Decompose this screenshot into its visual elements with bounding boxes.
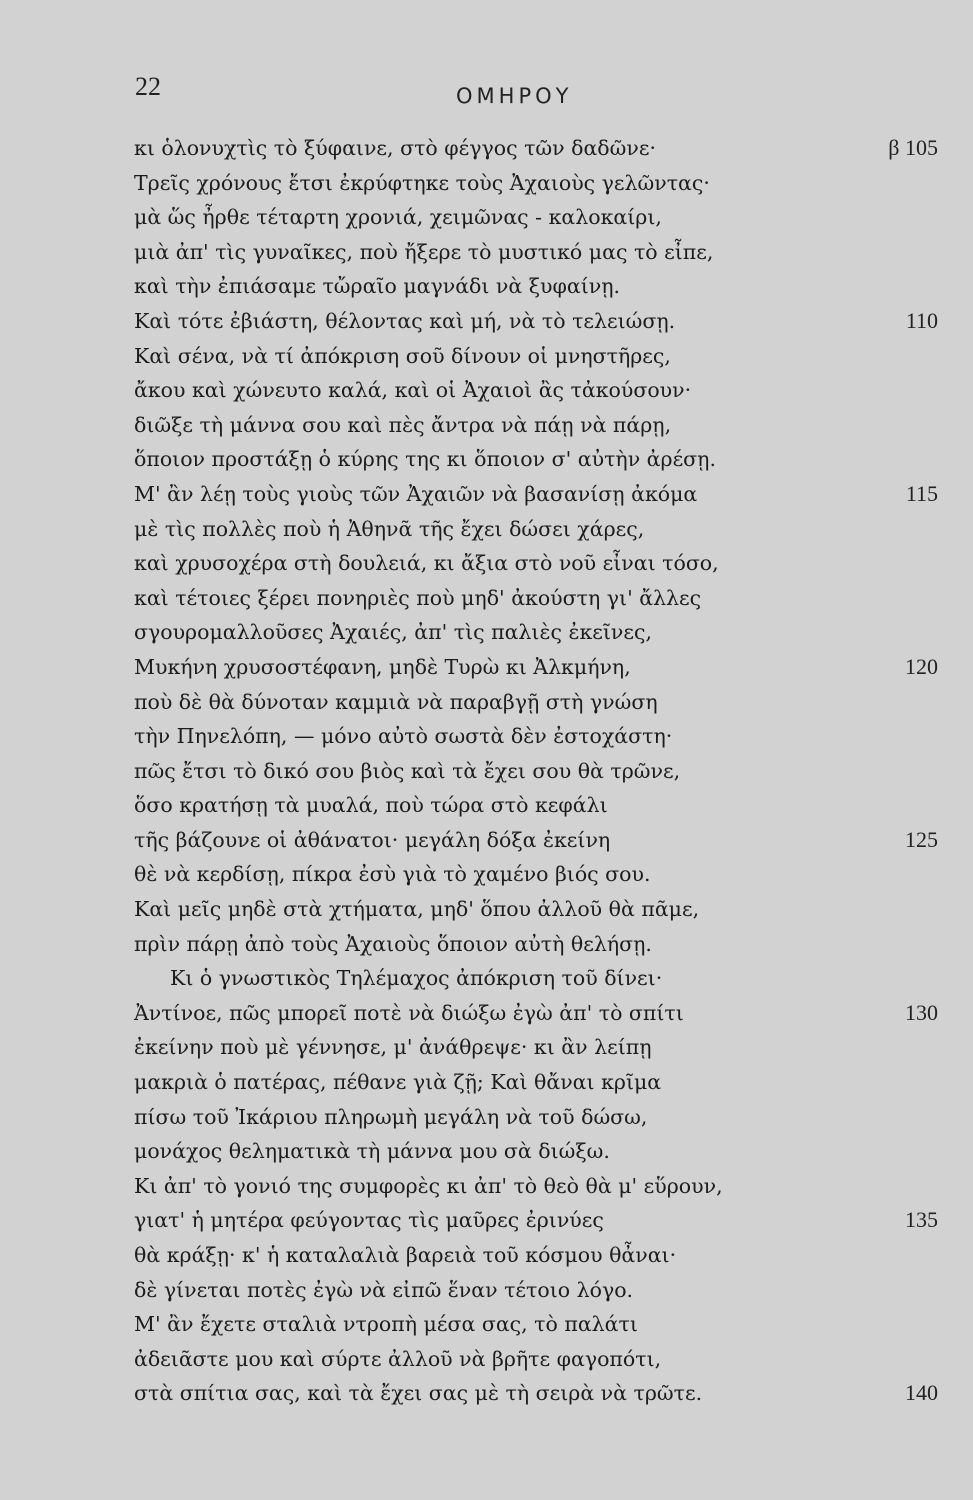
- verse-text: Ἀντίνοε, πῶς μπορεῖ ποτὲ νὰ διώξω ἐγὼ ἀπ' τὸ σπίτι: [134, 1000, 684, 1025]
- verse-line: [120, 857, 950, 892]
- verse-text: Μυκήνη χρυσοστέφανη, μηδὲ Τυρὼ κι Ἀλκμήνη,: [134, 654, 631, 679]
- verse-line: [120, 719, 950, 754]
- verse-text: ἄκου καὶ χώνευτο καλά, καὶ οἱ Ἀχαιοὶ ἂς τἀκούσουν·: [134, 378, 692, 403]
- verse-text: μακριὰ ὁ πατέρας, πέθανε γιὰ ζῇ; Καὶ θἄναι κρῖμα: [134, 1070, 662, 1095]
- verse-line: [120, 1134, 950, 1169]
- verse-line: [120, 1376, 950, 1411]
- verse-line: [120, 1065, 950, 1100]
- verse-text: θὰ κράξῃ· κ' ἡ καταλαλιὰ βαρειὰ τοῦ κόσμου θἆναι·: [134, 1243, 677, 1267]
- verse-text: Καὶ μεῖς μηδὲ στὰ χτήματα, μηδ' ὅπου ἀλλοῦ θὰ πᾶμε,: [134, 897, 700, 922]
- verse-text: Κι ὁ γνωστικὸς Τηλέμαχος ἀπόκριση τοῦ δίνει·: [170, 966, 663, 991]
- page-number: 22: [135, 72, 161, 101]
- line-number: 140: [905, 1380, 938, 1406]
- verse-text: καὶ χρυσοχέρα στὴ δουλειά, κι ἄξια στὸ νοῦ εἶναι τόσο,: [134, 551, 719, 576]
- verse-text: δὲ γίνεται ποτὲς ἐγὼ νὰ εἰπῶ ἕναν τέτοιο λόγο.: [134, 1277, 634, 1302]
- verse-line: [120, 477, 950, 512]
- verse-text: πῶς ἔτσι τὸ δικό σου βιὸς καὶ τὰ ἔχει σου θὰ τρῶνε,: [134, 758, 681, 783]
- verse-line: [120, 1273, 950, 1308]
- verse-text: μὲ τὶς πολλὲς ποὺ ἡ Ἀθηνᾶ τῆς ἔχει δώσει χάρες,: [134, 516, 645, 541]
- verse-line: [120, 512, 950, 547]
- verse-text: κι ὁλονυχτὶς τὸ ξύφαινε, στὸ φέγγος τῶν δαδῶνε·: [134, 136, 656, 160]
- verse-text: τῆς βάζουνε οἱ ἀθάνατοι· μεγάλη δόξα ἐκείνη: [134, 827, 611, 852]
- verse-text: ποὺ δὲ θὰ δύνοταν καμμιὰ νὰ παραβγῇ στὴ γνώση: [134, 689, 658, 714]
- verse-line: [120, 442, 950, 477]
- verse-text: μονάχος θεληματικὰ τὴ μάννα μου σὰ διώξω.: [134, 1139, 610, 1164]
- verse-line: [120, 1100, 950, 1135]
- verse-text: Μ' ἂν ἔχετε σταλιὰ ντροπὴ μέσα σας, τὸ παλάτι: [134, 1312, 638, 1337]
- line-number: β 105: [888, 135, 938, 160]
- verse-line: [120, 546, 950, 581]
- verse-line: [120, 1307, 950, 1342]
- verse-text: Τρεῖς χρόνους ἔτσι ἐκρύφτηκε τοὺς Ἀχαιοὺς γελῶντας·: [134, 170, 710, 195]
- verse-line: [120, 581, 950, 616]
- verse-text: ὅσο κρατήσῃ τὰ μυαλά, ποὺ τώρα στὸ κεφάλι: [134, 793, 608, 818]
- verse-line: [120, 996, 950, 1031]
- verse-line: [120, 1342, 950, 1377]
- verse-text: πίσω τοῦ Ἰκάριου πληρωμὴ μεγάλη νὰ τοῦ δώσω,: [134, 1104, 648, 1129]
- running-head: ΟΜΗΡΟΥ: [456, 84, 573, 108]
- verse-line: [120, 754, 950, 789]
- verse-line: [120, 269, 950, 304]
- verse-line: [120, 131, 950, 166]
- verse-line: [120, 685, 950, 720]
- verse-text: Καὶ σένα, νὰ τί ἀπόκριση σοῦ δίνουν οἱ μνηστῆρες,: [134, 343, 671, 368]
- verse-text: Κι ἀπ' τὸ γονιό της συμφορὲς κι ἀπ' τὸ θεὸ θὰ μ' εὕρουν,: [134, 1173, 723, 1198]
- verse-text: Μ' ἂν λέῃ τοὺς γιοὺς τῶν Ἀχαιῶν νὰ βασανίσῃ ἀκόμα: [134, 481, 698, 506]
- verse-line: [120, 373, 950, 408]
- verse-text: καὶ τὴν ἐπιάσαμε τὤραῖο μαγνάδι νὰ ξυφαίνῃ.: [134, 274, 621, 299]
- line-number: 115: [905, 480, 938, 506]
- line-number: 135: [905, 1207, 938, 1233]
- verse-line: [120, 408, 950, 443]
- verse-line: [120, 166, 950, 201]
- verse-text: θὲ νὰ κερδίσῃ, πίκρα ἐσὺ γιὰ τὸ χαμένο βιός σου.: [134, 862, 651, 887]
- verse-line: [120, 823, 950, 858]
- verse-text: τὴν Πηνελόπη, — μόνο αὐτὸ σωστὰ δὲν ἐστοχάστη·: [134, 724, 673, 749]
- verse-text: ἐκείνην ποὺ μὲ γέννησε, μ' ἀνάθρεψε· κι ἂν λείπῃ: [134, 1035, 652, 1060]
- line-number: 110: [905, 307, 938, 333]
- verse-text: διῶξε τὴ μάννα σου καὶ πὲς ἄντρα νὰ πάῃ νὰ πάρῃ,: [134, 412, 672, 437]
- line-number: 125: [905, 826, 938, 852]
- verse-line: [120, 1238, 950, 1273]
- verse-line: [120, 304, 950, 339]
- verse-line: [120, 961, 950, 996]
- verse-text: Καὶ τότε ἐβιάστη, θέλοντας καὶ μή, νὰ τὸ τελειώσῃ.: [134, 308, 676, 333]
- verse-block: [120, 131, 950, 1411]
- verse-line: [120, 339, 950, 374]
- verse-text: γιατ' ἡ μητέρα φεύγοντας τὶς μαῦρες ἐρινύες: [134, 1208, 604, 1233]
- verse-text: σγουρομαλλοῦσες Ἀχαιές, ἀπ' τὶς παλιὲς ἐκεῖνες,: [134, 620, 652, 645]
- verse-line: [120, 788, 950, 823]
- verse-line: [120, 650, 950, 685]
- verse-line: [120, 892, 950, 927]
- verse-text: μὰ ὥς ἦρθε τέταρτη χρονιά, χειμῶνας - καλοκαίρι,: [134, 205, 662, 230]
- verse-line: [120, 1030, 950, 1065]
- verse-text: καὶ τέτοιες ξέρει πονηριὲς ποὺ μηδ' ἀκούστη γι' ἄλλες: [134, 585, 702, 610]
- line-number: 130: [905, 999, 938, 1025]
- verse-line: [120, 200, 950, 235]
- verse-line: [120, 615, 950, 650]
- verse-text: στὰ σπίτια σας, καὶ τὰ ἔχει σας μὲ τὴ σειρὰ νὰ τρῶτε.: [134, 1381, 703, 1406]
- verse-line: [120, 1203, 950, 1238]
- verse-text: ὅποιον προστάξῃ ὁ κύρης της κι ὅποιον σ' αὐτὴν ἀρέσῃ.: [134, 447, 716, 472]
- line-number: 120: [905, 653, 938, 679]
- verse-line: [120, 927, 950, 962]
- verse-text: ἀδειᾶστε μου καὶ σύρτε ἀλλοῦ νὰ βρῆτε φαγοπότι,: [134, 1346, 662, 1371]
- verse-text: μιὰ ἀπ' τὶς γυναῖκες, ποὺ ἤξερε τὸ μυστικό μας τὸ εἶπε,: [134, 239, 714, 264]
- verse-line: [120, 1169, 950, 1204]
- verse-line: [120, 235, 950, 270]
- verse-text: πρὶν πάρῃ ἀπὸ τοὺς Ἀχαιοὺς ὅποιον αὐτὴ θελήσῃ.: [134, 931, 652, 956]
